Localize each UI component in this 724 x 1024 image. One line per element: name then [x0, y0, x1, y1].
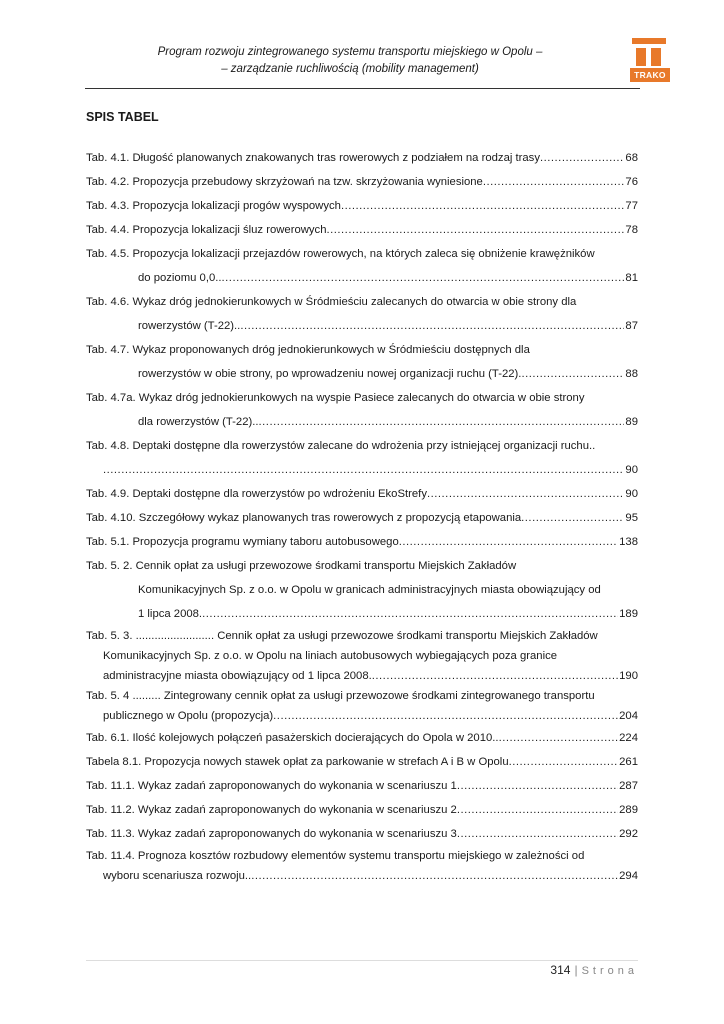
toc-entry[interactable] [86, 482, 638, 506]
toc-entry-line [86, 338, 638, 362]
toc-entry[interactable] [86, 434, 638, 482]
header-line-1: Program rozwoju zintegrowanego systemu transportu miejskiego w Opolu – [157, 46, 543, 58]
toc-entry-line [86, 686, 638, 706]
toc-entry[interactable] [86, 750, 638, 774]
toc-entry-text: Tab. 4.2. Propozycja przebudowy skrzyżowań na tzw. skrzyżowania wyniesione [86, 176, 483, 188]
leader-dots [521, 506, 624, 530]
toc-entry-page: 90 [625, 464, 638, 476]
leader-dots [273, 706, 618, 726]
toc-entry-text: Tab. 4.7. Wykaz proponowanych dróg jednokierunkowych w Śródmieściu dostępnych dla [86, 344, 530, 356]
toc-entry-page: 289 [619, 804, 638, 816]
toc-entry-line [86, 822, 638, 846]
toc-entry-text: wyboru scenariusza rozwoju.. [103, 870, 252, 882]
toc-entry-page: 78 [625, 224, 638, 236]
toc-entry-line [86, 866, 638, 886]
toc-entry[interactable] [86, 506, 638, 530]
toc-entry[interactable] [86, 626, 638, 686]
toc-entry-text: Komunikacyjnych Sp. z o.o. w Opolu na liniach autobusowych wybiegających poza granice [103, 650, 558, 662]
toc-entry-text: Tab. 4.4. Propozycja lokalizacji śluz rowerowych [86, 224, 327, 236]
toc-entry[interactable] [86, 554, 638, 626]
leader-dots [103, 458, 624, 482]
toc-entry-text: rowerzystów w obie strony, po wprowadzeniu nowej organizacji ruchu (T-22). [138, 368, 522, 380]
toc-entry-text: Tab. 4.5. Propozycja lokalizacji przejazdów rowerowych, na których zaleca się obniżenie krawężników [86, 248, 595, 260]
toc-entry[interactable] [86, 242, 638, 290]
toc-entry-line [86, 170, 638, 194]
toc-entry-line [86, 506, 638, 530]
toc-entry-line [86, 194, 638, 218]
toc-entry-page: 68 [625, 152, 638, 164]
toc-entry-page: 90 [625, 488, 638, 500]
toc-entry-page: 294 [619, 870, 638, 882]
toc-entry-text: Tab. 5. 2. Cennik opłat za usługi przewozowe środkami transportu Miejskich Zakładów [86, 560, 517, 572]
toc-entry-text: Tab. 4.9. Deptaki dostępne dla rowerzystów po wdrożeniu EkoStrefy [86, 488, 427, 500]
toc-entry-line [86, 434, 638, 458]
toc-entry-text: publicznego w Opolu (propozycja) [103, 710, 274, 722]
leader-dots [251, 866, 618, 886]
leader-dots [427, 482, 624, 506]
toc-entry-text: Tab. 11.2. Wykaz zadań zaproponowanych do wykonania w scenariuszu 2 [86, 804, 457, 816]
logo-text: TRAKO [630, 68, 670, 82]
toc-entry-text: Tab. 5.1. Propozycja programu wymiany taboru autobusowego [86, 536, 399, 548]
toc-entry-page: 224 [619, 732, 638, 744]
toc-entry-page: 87 [625, 320, 638, 332]
toc-entry[interactable] [86, 726, 638, 750]
toc-entry-line [86, 290, 638, 314]
toc-entry-line [86, 362, 638, 386]
table-of-tables [86, 146, 638, 886]
toc-entry-text: Tab. 4.7a. Wykaz dróg jednokierunkowych na wyspie Pasiece zalecanych do otwarcia w obie strony [86, 392, 585, 404]
leader-dots [240, 314, 624, 338]
toc-entry[interactable] [86, 338, 638, 386]
trako-logo [630, 38, 668, 86]
header-line-2: – zarządzanie ruchliwością (mobility management) [221, 63, 479, 75]
toc-entry-page: 88 [625, 368, 638, 380]
toc-entry-page: 190 [619, 670, 638, 682]
toc-entry[interactable] [86, 170, 638, 194]
leader-dots [499, 726, 619, 750]
toc-entry-text: Tab. 4.10. Szczegółowy wykaz planowanych tras rowerowych z propozycją etapowania [86, 512, 522, 524]
toc-entry[interactable] [86, 146, 638, 170]
toc-entry[interactable] [86, 218, 638, 242]
toc-entry[interactable] [86, 386, 638, 434]
toc-entry-text: Tab. 11.4. Prognoza kosztów rozbudowy elementów systemu transportu miejskiego w zależności od [86, 850, 585, 862]
page-number: 314 [550, 963, 571, 977]
toc-entry[interactable] [86, 194, 638, 218]
toc-entry-text: Tab. 4.8. Deptaki dostępne dla rowerzystów zalecane do wdrożenia przy istniejącej organizacji ruchu.. [86, 440, 596, 452]
leader-dots [509, 750, 619, 774]
toc-entry-text: Tabela 8.1. Propozycja nowych stawek opłat za parkowanie w strefach A i B w Opolu [86, 756, 509, 768]
toc-entry-line [86, 386, 638, 410]
toc-entry-line [86, 530, 638, 554]
page-footer [550, 963, 638, 977]
toc-entry-text: rowerzystów (T-22).. [138, 320, 241, 332]
toc-entry-text: Tab. 5. 4 ......... Zintegrowany cennik opłat za usługi przewozowe środkami zintegrowanego transportu [86, 690, 595, 702]
toc-entry-text: Komunikacyjnych Sp. z o.o. w Opolu w granicach administracyjnych miasta obowiązujący od [138, 584, 601, 596]
header-title [85, 44, 615, 78]
leader-dots [222, 266, 625, 290]
toc-entry-text: Tab. 4.1. Długość planowanych znakowanych tras rowerowych z podziałem na rodzaj trasy [86, 152, 540, 164]
toc-entry-line [86, 602, 638, 626]
toc-entry-text: do poziomu 0,0.. [138, 272, 222, 284]
toc-entry-page: 138 [619, 536, 638, 548]
leader-dots [259, 410, 625, 434]
footer-separator: | [574, 963, 578, 977]
toc-entry-page: 76 [625, 176, 638, 188]
toc-entry-line [86, 846, 638, 866]
toc-entry-page: 81 [625, 272, 638, 284]
toc-entry-line [86, 482, 638, 506]
toc-entry-text: Tab. 5. 3. ......................... Cennik opłat za usługi przewozowe środkami transportu Miejskich Zakładów [86, 630, 598, 642]
toc-entry-line [86, 666, 638, 686]
toc-entry-page: 287 [619, 780, 638, 792]
toc-entry[interactable] [86, 530, 638, 554]
toc-entry-line [86, 706, 638, 726]
header-divider [85, 88, 640, 89]
toc-entry-page: 292 [619, 828, 638, 840]
page-header [85, 40, 640, 90]
footer-divider [86, 960, 638, 961]
toc-entry-line [86, 626, 638, 646]
toc-entry-line [86, 458, 638, 482]
toc-entry[interactable] [86, 774, 638, 798]
toc-entry-page: 95 [625, 512, 638, 524]
leader-dots [399, 530, 618, 554]
toc-entry[interactable] [86, 846, 638, 886]
toc-entry-line [86, 798, 638, 822]
leader-dots [540, 146, 624, 170]
toc-entry-line [86, 314, 638, 338]
leader-dots [483, 170, 625, 194]
footer-label: Strona [581, 965, 638, 977]
toc-entry-line [86, 578, 638, 602]
toc-entry-text: Tab. 11.1. Wykaz zadań zaproponowanych do wykonania w scenariuszu 1 [86, 780, 457, 792]
toc-entry-page: 189 [619, 608, 638, 620]
leader-dots [457, 822, 618, 846]
leader-dots [521, 362, 624, 386]
toc-entry-page: 77 [625, 200, 638, 212]
toc-entry-line [86, 146, 638, 170]
toc-entry-line [86, 646, 638, 666]
toc-entry-text: Tab. 11.3. Wykaz zadań zaproponowanych do wykonania w scenariuszu 3 [86, 828, 457, 840]
leader-dots [326, 218, 624, 242]
toc-entry-line [86, 774, 638, 798]
toc-entry[interactable] [86, 290, 638, 338]
toc-entry-line [86, 218, 638, 242]
section-title: SPIS TABEL [86, 110, 159, 124]
toc-entry[interactable] [86, 822, 638, 846]
toc-entry-text: Tab. 6.1. Ilość kolejowych połączeń pasażerskich docierających do Opola w 2010.. [86, 732, 499, 744]
leader-dots [372, 666, 618, 686]
toc-entry-line [86, 554, 638, 578]
toc-entry-page: 89 [625, 416, 638, 428]
leader-dots [202, 602, 618, 626]
toc-entry-line [86, 410, 638, 434]
toc-entry[interactable] [86, 798, 638, 822]
toc-entry-line [86, 266, 638, 290]
toc-entry-text: 1 lipca 2008. [138, 608, 203, 620]
leader-dots [457, 798, 618, 822]
toc-entry-page: 261 [619, 756, 638, 768]
toc-entry-page: 204 [619, 710, 638, 722]
toc-entry-text: Tab. 4.6. Wykaz dróg jednokierunkowych w Śródmieściu zalecanych do otwarcia w obie strony dla [86, 296, 577, 308]
leader-dots [341, 194, 624, 218]
toc-entry-text: Tab. 4.3. Propozycja lokalizacji progów wyspowych [86, 200, 341, 212]
toc-entry[interactable] [86, 686, 638, 726]
toc-entry-text: administracyjne miasta obowiązujący od 1 lipca 2008. [103, 670, 372, 682]
leader-dots [457, 774, 618, 798]
toc-entry-line [86, 750, 638, 774]
toc-entry-line [86, 726, 638, 750]
toc-entry-line [86, 242, 638, 266]
toc-entry-text: dla rowerzystów (T-22).. [138, 416, 259, 428]
